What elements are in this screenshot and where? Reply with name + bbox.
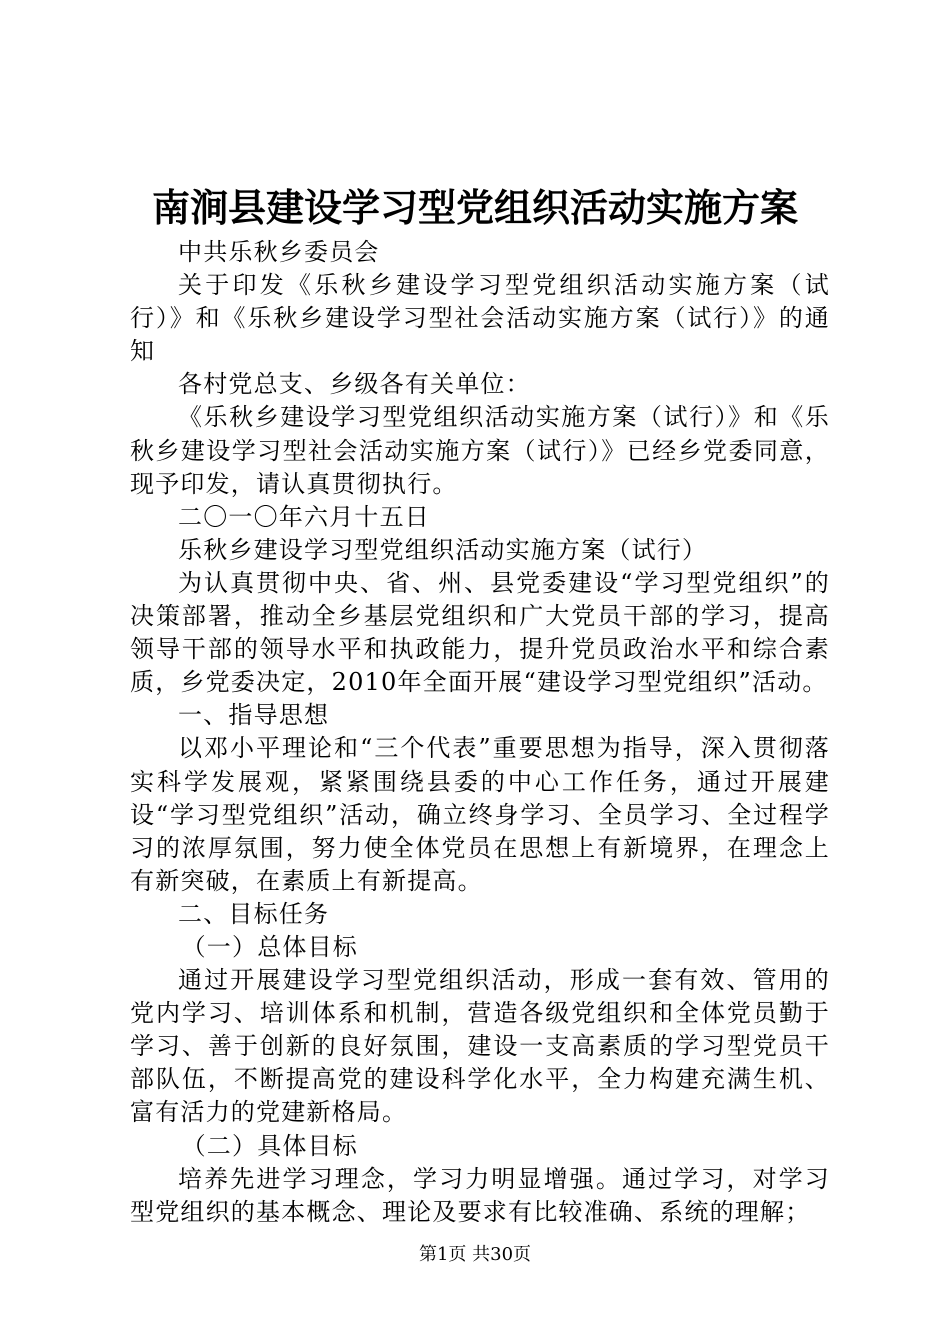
paragraph-specific-goals: 培养先进学习理念，学习力明显增强。通过学习，对学习型党组织的基本概念、理论及要求有比较准确、系统的理解； [130,1164,830,1226]
paragraph-notice-title: 关于印发《乐秋乡建设学习型党组织活动实施方案（试行）》和《乐秋乡建设学习型社会活动实施方案（试行）》的通知 [130,271,830,366]
paragraph-overall-goal: 通过开展建设学习型党组织活动，形成一套有效、管用的党内学习、培训体系和机制，营造各级党组织和全体党员勤于学习、善于创新的良好氛围，建设一支高素质的学习型党员干部队伍，不断提高党的建设科学化水平，全力构建充满生机、富有活力的党建新格局。 [130,966,830,1127]
heading-specific-goals: （二）具体目标 [181,1131,358,1160]
page-indicator: 第1页 共30页 [418,1244,532,1265]
heading-guiding-ideology: 一、指导思想 [178,701,330,730]
document-title: 南涧县建设学习型党组织活动实施方案 [151,185,798,230]
paragraph-plan-title: 乐秋乡建设学习型党组织活动实施方案（试行） [178,535,708,564]
document-body [130,236,830,1229]
paragraph-issuer: 中共乐秋乡委员会 [178,238,380,266]
paragraph-intro: 为认真贯彻中央、省、州、县党委建设“学习型党组织”的决策部署，推动全乡基层党组织和广大党员干部的学习，提高领导干部的领导水平和执政能力，提升党员政治水平和综合素质，乡党委决定，2010年全面开展“建设学习型党组织”活动。 [130,568,830,697]
paragraph-date: 二〇一〇年六月十五日 [178,502,430,531]
paragraph-guiding-ideology: 以邓小平理论和“三个代表”重要思想为指导，深入贯彻落实科学发展观，紧紧围绕县委的中心工作任务，通过开展建设“学习型党组织”活动，确立终身学习、全员学习、全过程学习的浓厚氛围，努力使全体党员在思想上有新境界，在理念上有新突破，在素质上有新提高。 [130,734,830,895]
paragraph-notice-body: 《乐秋乡建设学习型党组织活动实施方案（试行）》和《乐秋乡建设学习型社会活动实施方案（试行）》已经乡党委同意，现予印发，请认真贯彻执行。 [130,403,830,498]
heading-goals-tasks: 二、目标任务 [178,899,330,928]
paragraph-recipients: 各村党总支、乡级各有关单位： [178,370,531,399]
heading-overall-goal: （一）总体目标 [181,932,358,961]
